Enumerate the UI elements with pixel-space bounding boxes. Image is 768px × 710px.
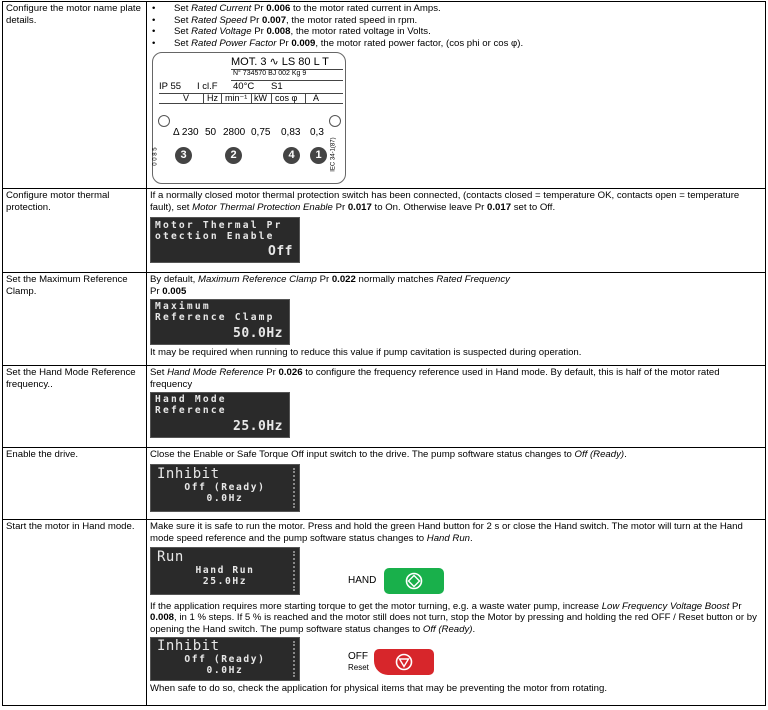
- display-line: Reference Clamp: [155, 311, 275, 323]
- nameplate-side-code: 0 0 8 5: [152, 147, 159, 167]
- nameplate-header-v: V: [183, 93, 190, 104]
- table-row: [3, 366, 766, 448]
- hand-button[interactable]: [384, 568, 444, 594]
- instruction-text: If the application requires more starting torque to get the motor turning, e.g. a waste water pump, increase Low Frequency Voltage Boost Pr 0.008, in 1 % steps. If 5 % is reached and the motor still does not turn, stop the Motor by pressing and holding the red OFF / Reset button or by opening the Hand switch. The pump software status changes to Off (Ready).: [150, 600, 757, 635]
- instruction-text: If a normally closed motor thermal protection switch has been connected, (contacts closed = temperature OK, contacts open = temperature fault), set Motor Thermal Protection Enable Pr 0.017 to On. Otherwise leave Pr 0.017 set to Off.: [150, 190, 740, 213]
- step-label: Configure motor thermal protection.: [6, 190, 110, 213]
- display-header: Run: [157, 548, 184, 565]
- table-row: [3, 2, 766, 189]
- display-value: 25.0Hz: [233, 418, 283, 434]
- instruction-text: Make sure it is safe to run the motor. Press and hold the green Hand button for 2 s or close the Hand switch. The motor will turn at the Hand mode speed reference and the pump software status changes to Hand Run.: [150, 521, 743, 544]
- marker-voltage-icon: 3: [175, 147, 192, 164]
- motor-nameplate: [152, 52, 346, 184]
- display-scrollbar-icon: [293, 551, 295, 591]
- display-line: otection Enable: [155, 230, 275, 242]
- instruction-text: Pr 0.005: [150, 285, 187, 297]
- step-label: Enable the drive.: [6, 449, 78, 461]
- nameplate-header-kw: kW: [254, 93, 267, 104]
- off-reset-button[interactable]: [374, 649, 434, 675]
- nameplate-ip: IP 55: [159, 81, 182, 93]
- step-label: Set the Maximum Reference Clamp.: [6, 274, 128, 297]
- display-line: Off (Ready): [184, 654, 266, 666]
- display-scrollbar-icon: [293, 468, 295, 508]
- list-item: • Set Rated Power Factor Pr 0.009, the motor rated power factor, (cos phi or cos φ).: [150, 38, 762, 50]
- display-line: Off (Ready): [184, 481, 266, 493]
- display-line: Maximum: [155, 300, 211, 312]
- table-row: [3, 273, 766, 366]
- step-cell: [3, 273, 147, 366]
- hand-run-block: [150, 545, 762, 601]
- keypad-display: [150, 299, 290, 345]
- display-scrollbar-icon: [293, 641, 295, 677]
- display-header: Inhibit: [157, 638, 220, 655]
- nameplate-duty: S1: [271, 81, 283, 93]
- detail-cell: [147, 366, 766, 448]
- display-line: Hand Mode: [155, 393, 227, 405]
- instruction-text: When safe to do so, check the application for physical items that may be preventing the motor from rotating.: [150, 683, 608, 695]
- keypad-display: [150, 464, 300, 512]
- nameplate-header-cos: cos φ: [275, 93, 298, 104]
- marker-power-factor-icon: 4: [283, 147, 300, 164]
- nameplate-side-standard: IEC 34-1(87): [330, 137, 337, 173]
- keypad-display: [150, 392, 290, 438]
- instruction-text: By default, Maximum Reference Clamp Pr 0.022 normally matches Rated Frequency: [150, 274, 510, 286]
- inhibit-block: [150, 635, 762, 683]
- step-label: Start the motor in Hand mode.: [6, 521, 135, 533]
- reset-label: Reset: [348, 663, 369, 673]
- step-label: Configure the motor name plate details.: [6, 3, 141, 26]
- list-item: • Set Rated Speed Pr 0.007, the motor rated speed in rpm.: [150, 15, 762, 27]
- nameplate-voltage: Δ 230: [173, 127, 199, 139]
- keypad-display: [150, 637, 300, 681]
- nameplate-model: MOT. 3 ∿ LS 80 L T: [231, 56, 329, 69]
- display-value: 50.0Hz: [233, 325, 283, 341]
- nameplate-power: 0,75: [251, 127, 271, 139]
- keypad-display: [150, 217, 300, 263]
- nameplate-speed: 2800: [223, 127, 246, 139]
- mounting-hole-icon: [158, 115, 170, 127]
- note-text: It may be required when running to reduce this value if pump cavitation is suspected during operation.: [150, 346, 582, 358]
- display-line: 0.0Hz: [206, 492, 244, 504]
- display-line: Motor Thermal Pr: [155, 219, 283, 231]
- list-item: • Set Rated Current Pr 0.006 to the motor rated current in Amps.: [150, 3, 762, 15]
- nameplate-power-factor: 0,83: [281, 127, 301, 139]
- nameplate-serial: N° 734570 BJ 002 Kg 9: [233, 70, 307, 78]
- keypad-display: [150, 547, 300, 595]
- hand-start-icon: [405, 572, 423, 590]
- detail-cell: [147, 2, 766, 189]
- display-line: 25.0Hz: [202, 575, 248, 587]
- step-cell: [3, 2, 147, 189]
- list-item: • Set Rated Voltage Pr 0.008, the motor rated voltage in Volts.: [150, 26, 762, 38]
- nameplate-header-rpm: min⁻¹: [225, 93, 248, 104]
- stop-icon: [395, 653, 413, 671]
- marker-current-icon: 1: [310, 147, 327, 164]
- display-line: 0.0Hz: [206, 665, 244, 677]
- instruction-text: Close the Enable or Safe Torque Off input switch to the drive. The pump software status changes to Off (Ready).: [150, 449, 627, 461]
- marker-speed-icon: 2: [225, 147, 242, 164]
- nameplate-temp: 40°C: [233, 81, 255, 93]
- table-row: [3, 448, 766, 520]
- detail-cell: [147, 520, 766, 706]
- detail-cell: [147, 273, 766, 366]
- commissioning-table: [2, 1, 766, 706]
- table-row: [3, 189, 766, 273]
- nameplate-header-a: A: [313, 93, 320, 104]
- step-cell: [3, 448, 147, 520]
- display-line: Reference: [155, 404, 227, 416]
- nameplate-class: I cl.F: [197, 81, 218, 93]
- hand-label: HAND: [348, 574, 377, 586]
- nameplate-current: 0,3: [310, 127, 324, 139]
- instruction-text: Set Hand Mode Reference Pr 0.026 to configure the frequency reference used in Hand mode. By default, this is half of the motor rated frequency: [150, 367, 720, 390]
- step-label: Set the Hand Mode Reference frequency..: [6, 367, 136, 390]
- nameplate-header-hz: Hz: [207, 93, 218, 104]
- step-cell: [3, 520, 147, 706]
- display-line: Hand Run: [195, 564, 255, 576]
- display-value: Off: [268, 243, 293, 259]
- detail-cell: [147, 189, 766, 273]
- step-cell: [3, 189, 147, 273]
- nameplate-frequency: 50: [205, 127, 217, 139]
- off-label: OFF: [348, 651, 368, 663]
- step-cell: [3, 366, 147, 448]
- nameplate-bullets: [150, 3, 762, 49]
- mounting-hole-icon: [329, 115, 341, 127]
- table-row: [3, 520, 766, 706]
- detail-cell: [147, 448, 766, 520]
- display-header: Inhibit: [157, 465, 220, 482]
